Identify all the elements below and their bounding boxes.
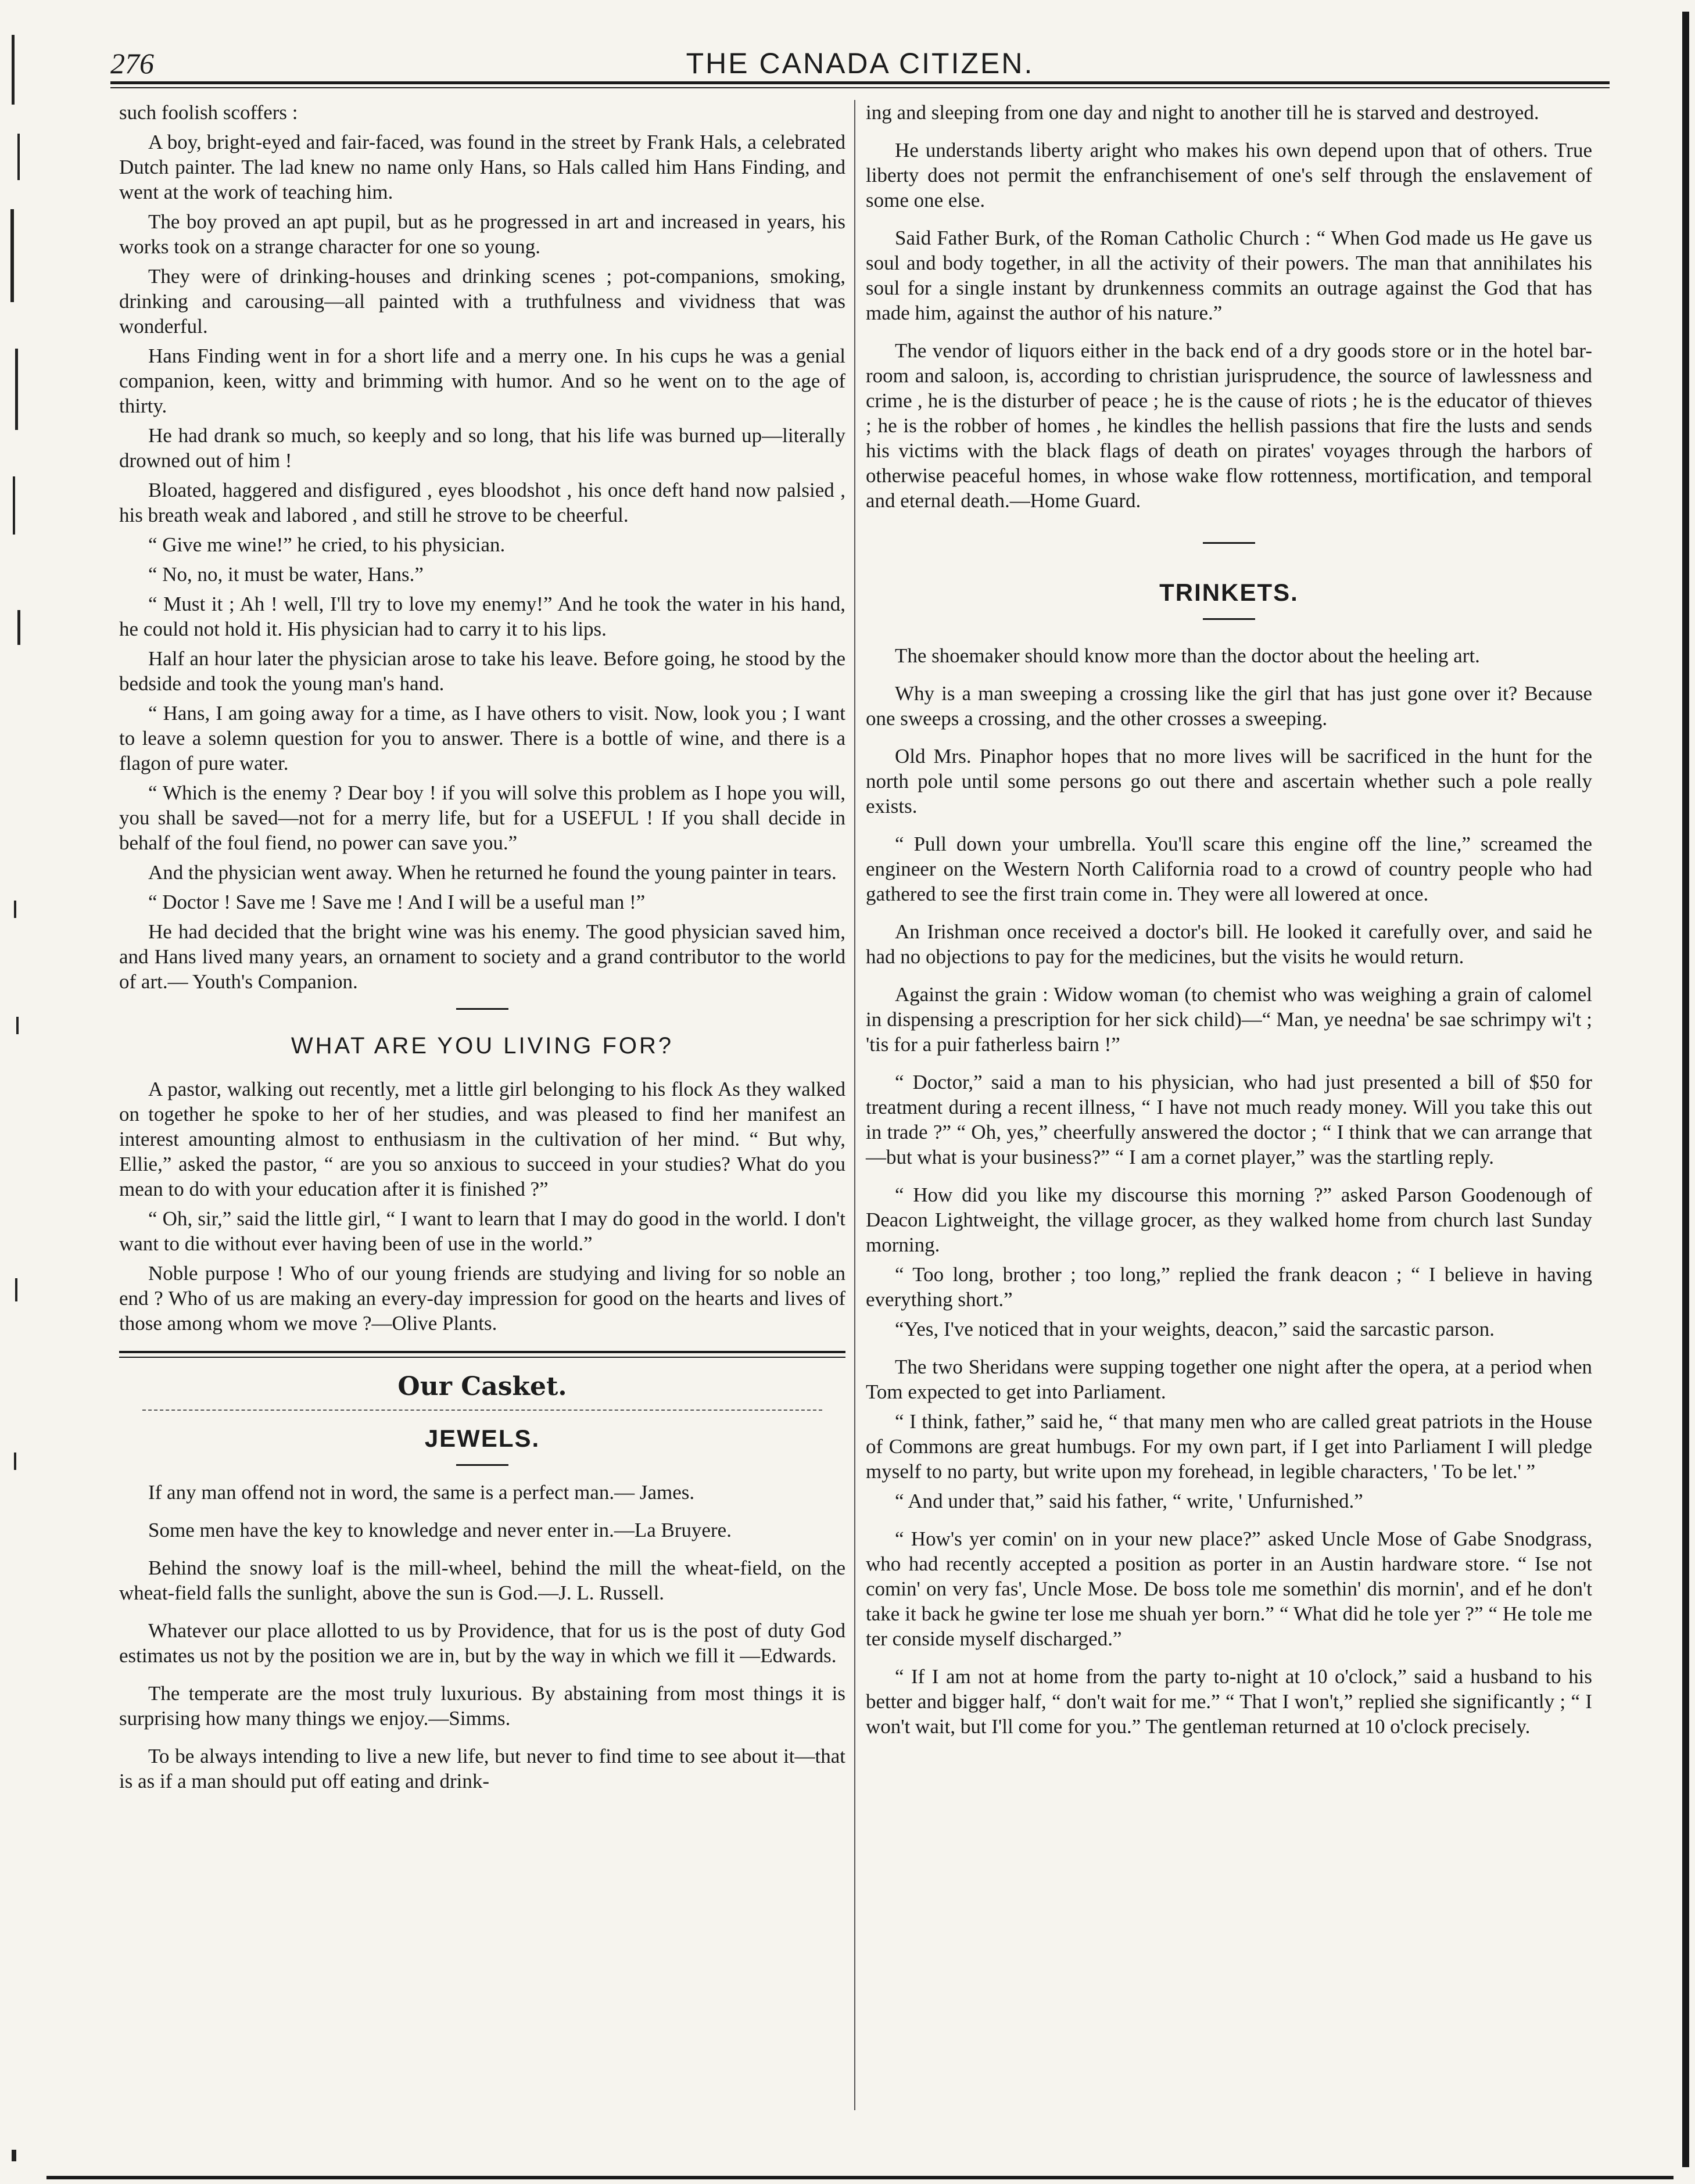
running-title: THE CANADA CITIZEN. xyxy=(686,47,1034,80)
article-continuation: ing and sleeping from one day and night to another till he is starved and destroyed. xyxy=(866,101,1539,124)
dashed-rule xyxy=(142,1410,822,1411)
temperance-paragraph: He understands liberty aright who makes his own depend upon that of others. True liberty does not permit the enfranchisement of one's self through the enslavement of some one else. xyxy=(866,139,1592,211)
trinket-item: Old Mrs. Pinaphor hopes that no more lives will be sacrificed in the hunt for the north pole until some persons go out there and ascertain whether such a pole really exists. xyxy=(866,745,1592,817)
trinket-item: Why is a man sweeping a crossing like the girl that has just gone over it? Because one sweeps a crossing, and the other crosses a sweeping. xyxy=(866,682,1592,730)
jewels-heading: JEWELS. xyxy=(424,1425,540,1452)
trinket-item: Against the grain : Widow woman (to chemist who was weighing a grain of calomel in dispensing a prescription for her sick child)—“ Man, ye needna' be sae schrimpy wi't ; 'tis for a puir fatherless bairn !” xyxy=(866,983,1592,1056)
hans-paragraph: They were of drinking-houses and drinking scenes ; pot-companions, smoking, drinking and carousing—all painted with a truthfulness and vividness that was wonderful. xyxy=(119,265,845,338)
trinket-item: “ How's yer comin' on in your new place?” asked Uncle Mose of Gabe Snodgrass, who had recently accepted a position as porter in an Austin hardware store. “ Ise not comin' on very fas', Uncle Mose. De boss tole me somethin' dis mornin', and ef he don't take it back he gwine ter lose me shuah yer born.” “ What did he tole yer ?” “ He tole me ter conside myself discharged.” xyxy=(866,1527,1592,1650)
trinket-item: The two Sheridans were supping together one night after the opera, at a period when Tom expected to get into Parliament. xyxy=(866,1355,1592,1403)
section-double-rule-thin xyxy=(119,1357,845,1358)
jewel-quote: Some men have the key to knowledge and never enter in.—La Bruyere. xyxy=(148,1519,732,1541)
jewel-quote: Whatever our place allotted to us by Providence, that for us is the post of duty God estimates us not by the position we are in, but by the way in which we fill it —Edwards. xyxy=(119,1619,845,1667)
jewel-quote: To be always intending to live a new life, but never to find time to see about it—that is as if a man should put off eating and drink- xyxy=(119,1745,845,1792)
trinket-item: “ Pull down your umbrella. You'll scare this engine off the line,” screamed the engineer on the Western North California road to a crowd of country people who had gathered to see the first train come in. They were all lowered at once. xyxy=(866,833,1592,905)
trinket-item: An Irishman once received a doctor's bill. He looked it carefully over, and said he had no objections to pay for the medicines, but the visits he would return. xyxy=(866,920,1592,968)
hans-paragraph: “ Which is the enemy ? Dear boy ! if you will solve this problem as I hope you will, you shall be saved—not for a merry life, but for a USEFUL ! If you shall decide in behalf of the foul fiend, no power can save you.” xyxy=(119,781,845,854)
hans-paragraph: He had decided that the bright wine was his enemy. The good physician saved him, and Hans lived many years, an ornament to society and a grand contributor to the world of art.— Youth's Companion. xyxy=(119,920,845,993)
temperance-paragraph: The vendor of liquors either in the back end of a dry goods store or in the hotel bar-room and saloon, is, according to christian jurisprudence, the source of lawlessness and crime , he is the disturber of peace ; he is the cause of riots ; he is the educator of thieves ; he is the robber of homes , he kindles the hellish passions that fire the lusts and sends his victims with the black flags of death on pirates' voyages through the harbors of otherwise peaceful homes, in whose wake flow rottenness, mortification, and temporal and eternal death.—Home Guard. xyxy=(866,339,1592,512)
hans-paragraph: Bloated, haggered and disfigured , eyes bloodshot , his once deft hand now palsied , his breath weak and labored , and still he strove to be cheerful. xyxy=(119,479,845,526)
section-double-rule xyxy=(119,1351,845,1353)
trinket-item: “ Too long, brother ; too long,” replied the frank deacon ; “ I believe in having everything short.” xyxy=(866,1263,1592,1311)
trinket-item: “ How did you like my discourse this morning ?” asked Parson Goodenough of Deacon Lightweight, the village grocer, as they walked home from church last Sunday morning. xyxy=(866,1184,1592,1256)
section-rule xyxy=(456,1464,508,1466)
hans-paragraph: Hans Finding went in for a short life and a merry one. In his cups he was a genial companion, keen, witty and brimming with humor. And so he went on to the age of thirty. xyxy=(119,345,845,417)
hans-paragraph: “ Hans, I am going away for a time, as I have others to visit. Now, look you ; I want to leave a solemn question for you to answer. There is a bottle of wine, and there is a flagon of pure water. xyxy=(119,702,845,774)
trinket-item: “ And under that,” said his father, “ write, ' Unfurnished.” xyxy=(895,1490,1363,1512)
section-rule xyxy=(1203,618,1255,620)
jewel-quote: Behind the snowy loaf is the mill-wheel, behind the mill the wheat-field, on the wheat-field falls the sunlight, above the sun is God.—J. L. Russell. xyxy=(119,1557,845,1604)
trinkets-heading: TRINKETS. xyxy=(1159,579,1299,606)
living-for-heading: WHAT ARE YOU LIVING FOR? xyxy=(291,1033,674,1059)
hans-paragraph: “ Must it ; Ah ! well, I'll try to love my enemy!” And he took the water in his hand, he could not hold it. His physician had to carry it to his lips. xyxy=(119,593,845,640)
hans-paragraph: “ Doctor ! Save me ! Save me ! And I will be a useful man !” xyxy=(148,891,646,913)
jewel-quote: If any man offend not in word, the same is a perfect man.— James. xyxy=(148,1481,695,1504)
trinket-item: “ I think, father,” said he, “ that many men who are called great patriots in the House of Commons are great humbugs. For my own part, if I get into Parliament I will pledge myself to no party, but write upon my forehead, in legible characters, ' To be let.' ” xyxy=(866,1410,1592,1483)
scan-edge-marks xyxy=(0,0,35,2184)
section-rule xyxy=(1203,542,1255,544)
page-number: 276 xyxy=(110,47,154,80)
header-rule-thin xyxy=(110,87,1610,88)
hans-paragraph: Half an hour later the physician arose to take his leave. Before going, he stood by the bedside and took the young man's hand. xyxy=(119,647,845,695)
column-divider xyxy=(854,100,855,2110)
hans-paragraph: A boy, bright-eyed and fair-faced, was found in the street by Frank Hals, a celebrated Dutch painter. The lad knew no name only Hans, so Hals called him Hans Finding, and went at the work of teaching him. xyxy=(119,131,845,203)
trinket-item: “ Doctor,” said a man to his physician, who had just presented a bill of $50 for treatment during a recent illness, “ I have not much ready money. Will you take this out in trade ?” “ Oh, yes,” cheerfully answered the doctor ; “ I think that we can arrange that—but what is your business?” “ I am a cornet player,” was the startling reply. xyxy=(866,1071,1592,1168)
hans-paragraph: “ No, no, it must be water, Hans.” xyxy=(148,563,424,586)
trinket-item: “Yes, I've noticed that in your weights, deacon,” said the sarcastic parson. xyxy=(895,1318,1495,1340)
bottom-border-rule xyxy=(46,2176,1674,2179)
trinket-item: “ If I am not at home from the party to-night at 10 o'clock,” said a husband to his better and bigger half, “ don't wait for me.” “ That I won't,” replied she significantly ; “ I won't wait, but I'll come for you.” The gentleman returned at 10 o'clock precisely. xyxy=(866,1665,1592,1738)
living-paragraph: A pastor, walking out recently, met a little girl belonging to his flock As they walked on together he spoke to her of her studies, and was pleased to find her manifest an interest amounting almost to enthusiasm in the cultivation of her mind. “ But why, Ellie,” asked the pastor, “ are you so anxious to succeed in your studies? What do you mean to do with your education after it is finished ?” xyxy=(119,1078,845,1200)
right-border-rule xyxy=(1682,12,1689,2167)
right-column xyxy=(866,100,1592,1744)
temperance-paragraph: Said Father Burk, of the Roman Catholic Church : “ When God made us He gave us soul and body together, in all the activity of their powers. The man that annihilates his soul for a single instant by drunkenness commits an outrage against the God that has made him, against the author of his nature.” xyxy=(866,227,1592,324)
jewel-quote: The temperate are the most truly luxurious. By abstaining from most things it is surprising how many things we enjoy.—Simms. xyxy=(119,1682,845,1730)
living-paragraph: “ Oh, sir,” said the little girl, “ I want to learn that I may do good in the world. I don't want to die without ever having been of use in the world.” xyxy=(119,1207,845,1255)
hans-paragraph: And the physician went away. When he returned he found the young painter in tears. xyxy=(148,861,837,884)
hans-paragraph: “ Give me wine!” he cried, to his physician. xyxy=(148,533,506,556)
hans-paragraph: He had drank so much, so keeply and so long, that his life was burned up—literally drowned out of him ! xyxy=(119,424,845,472)
left-column xyxy=(119,100,845,1806)
article-continuation: such foolish scoffers : xyxy=(119,101,298,124)
header-rule xyxy=(110,81,1610,84)
trinket-item: The shoemaker should know more than the doctor about the heeling art. xyxy=(895,644,1480,667)
hans-paragraph: The boy proved an apt pupil, but as he progressed in art and increased in years, his works took on a strange character for one so young. xyxy=(119,210,845,258)
our-casket-heading: Our Casket. xyxy=(397,1372,567,1401)
section-rule xyxy=(456,1008,508,1010)
living-paragraph: Noble purpose ! Who of our young friends are studying and living for so noble an end ? Who of us are making an every-day impression for good on the hearts and lives of those among whom we move ?—Olive Plants. xyxy=(119,1262,845,1335)
